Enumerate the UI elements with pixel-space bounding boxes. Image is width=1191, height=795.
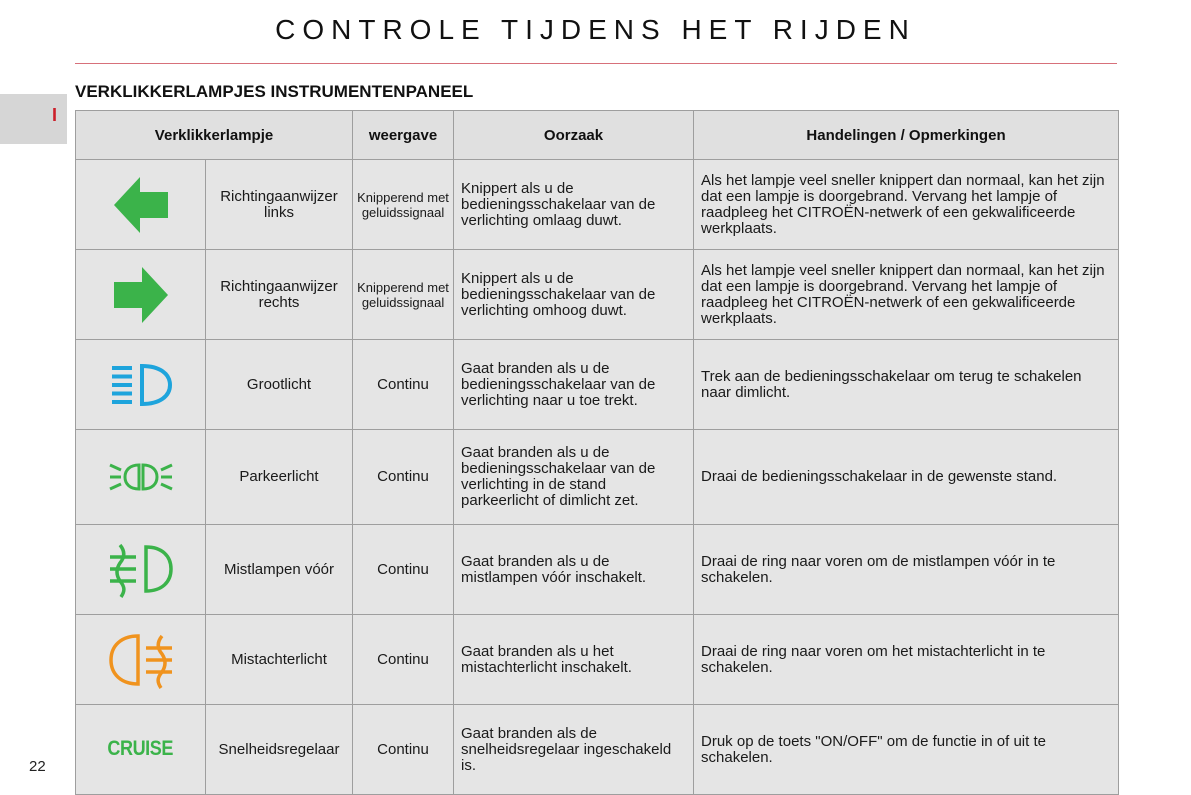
lamp-cause: Knippert als u de bedieningsschakelaar van de verlichting omlaag duwt. [454,160,694,250]
icon-cell [76,340,206,430]
lamp-name: Parkeerlicht [206,430,353,525]
table-row [76,615,1119,705]
table-row [76,340,1119,430]
icon-cell [76,705,206,795]
left-arrow-icon [77,175,204,235]
high-beam-icon [77,362,204,408]
lamp-name: Richtingaanwijzer rechts [206,250,353,340]
icon-cell [76,250,206,340]
lamp-name: Mistachterlicht [206,615,353,705]
lamp-remark: Druk op de toets "ON/OFF" om de functie in of uit te schakelen. [694,705,1119,795]
table-row [76,250,1119,340]
cruise-control-icon: CRUISE [107,736,174,760]
icon-cell [76,430,206,525]
column-header-display: weergave [353,111,454,160]
lamp-name: Grootlicht [206,340,353,430]
page-number: 22 [29,758,46,775]
lamp-name: Richtingaanwijzer links [206,160,353,250]
rear-fog-light-icon [77,630,204,690]
icon-cell [76,615,206,705]
section-heading: VERKLIKKERLAMPJES INSTRUMENTENPANEEL [75,82,474,101]
right-arrow-icon [77,265,204,325]
column-header-lamp: Verklikkerlampje [76,111,353,160]
lamp-remark: Draai de ring naar voren om de mistlampen vóór in te schakelen. [694,525,1119,615]
lamp-cause: Gaat branden als u het mistachterlicht inschakelt. [454,615,694,705]
table-row [76,430,1119,525]
lamp-cause: Knippert als u de bedieningsschakelaar van de verlichting omhoog duwt. [454,250,694,340]
title-divider [75,63,1117,64]
lamp-name: Snelheidsregelaar [206,705,353,795]
icon-cell [76,525,206,615]
table-row [76,525,1119,615]
column-header-cause: Oorzaak [454,111,694,160]
lamp-display: Continu [353,705,454,795]
lamp-cause: Gaat branden als u de bedieningsschakelaar van de verlichting naar u toe trekt. [454,340,694,430]
lamp-cause: Gaat branden als u de bedieningsschakelaar van de verlichting in de stand parkeerlicht of dimlicht zet. [454,430,694,525]
parking-light-icon [77,459,204,495]
lamp-display: Continu [353,340,454,430]
lamp-cause: Gaat branden als u de mistlampen vóór inschakelt. [454,525,694,615]
lamp-display: Continu [353,525,454,615]
icon-cell [76,160,206,250]
table-row [76,705,1119,795]
warning-lamp-table [75,110,1119,795]
lamp-display: Knipperend met geluidssignaal [353,250,454,340]
front-fog-light-icon [77,541,204,599]
lamp-remark: Draai de ring naar voren om het mistachterlicht in te schakelen. [694,615,1119,705]
lamp-display: Continu [353,615,454,705]
chapter-label: I [52,105,58,125]
column-header-remarks: Handelingen / Opmerkingen [694,111,1119,160]
lamp-remark: Trek aan de bedieningsschakelaar om terug te schakelen naar dimlicht. [694,340,1119,430]
lamp-display: Continu [353,430,454,525]
page-title: CONTROLE TIJDENS HET RIJDEN [275,14,916,45]
lamp-remark: Als het lampje veel sneller knippert dan normaal, kan het zijn dat een lampje is doorgebrand. Vervang het lampje of raadpleeg het CITROËN-netwerk of een gekwalificeerde werkplaats. [694,160,1119,250]
lamp-name: Mistlampen vóór [206,525,353,615]
lamp-remark: Draai de bedieningsschakelaar in de gewenste stand. [694,430,1119,525]
chapter-tab [0,94,67,144]
lamp-remark: Als het lampje veel sneller knippert dan normaal, kan het zijn dat een lampje is doorgebrand. Vervang het lampje of raadpleeg het CITROËN-netwerk of een gekwalificeerde werkplaats. [694,250,1119,340]
lamp-cause: Gaat branden als de snelheidsregelaar ingeschakeld is. [454,705,694,795]
table-header-row [76,111,1119,160]
lamp-display: Knipperend met geluidssignaal [353,160,454,250]
table-row [76,160,1119,250]
